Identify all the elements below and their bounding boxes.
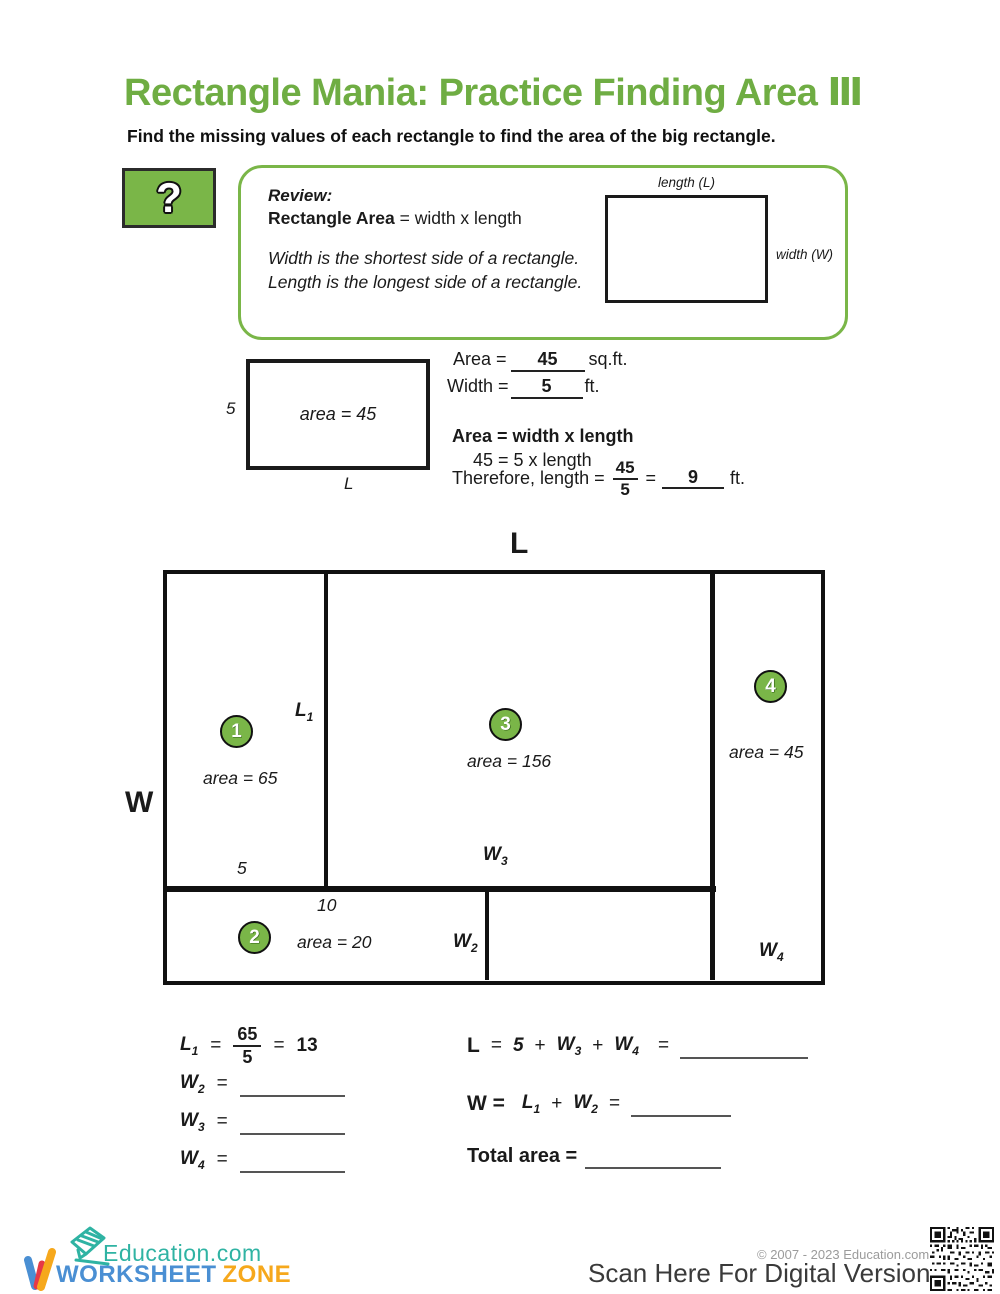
- divider-region3-region4: [710, 574, 715, 980]
- equation-w2: [180, 1066, 345, 1102]
- example-area-label: area = 45: [299, 404, 377, 424]
- review-note-length: Length is the longest side of a rectangle.: [268, 272, 583, 292]
- review-diagram-width-label: width (W): [776, 247, 833, 262]
- var-L1: $L_1$: [521, 1092, 541, 1116]
- help-box: [122, 168, 216, 228]
- review-formula-bold: Rectangle Area: [268, 208, 395, 228]
- width-prefix: Width =: [447, 376, 509, 396]
- var-L1: $L_1$: [180, 1034, 199, 1058]
- region-2-top-label: 10: [317, 895, 337, 915]
- l1-result: 13: [296, 1035, 318, 1056]
- equals-sign: =: [645, 468, 657, 489]
- W-answer-blank: [631, 1091, 731, 1117]
- equation-w4: [180, 1142, 345, 1178]
- fraction-45-5: $\frac{45}{5}$: [613, 458, 638, 499]
- total-area-label: Total area =: [467, 1144, 578, 1167]
- var-W2: $W_2$: [180, 1072, 205, 1096]
- equals-sign: =: [490, 1035, 502, 1056]
- plus-sign: +: [592, 1035, 604, 1056]
- equation-W: [467, 1086, 731, 1122]
- example-substitution-line: 45 = 5 x length: [473, 450, 592, 470]
- equals-sign: =: [216, 1149, 228, 1170]
- equation-L: [467, 1028, 808, 1064]
- region-4-area-label: area = 45: [729, 742, 804, 762]
- diagram-width-label: W: [125, 786, 154, 819]
- plus-sign: +: [551, 1093, 563, 1114]
- copyright-text: © 2007 - 2023 Education.com: [757, 1247, 930, 1262]
- term-5: 5: [512, 1035, 524, 1056]
- var-W: W =: [467, 1092, 505, 1115]
- length-answer-blank: 9: [662, 468, 724, 490]
- equals-sign: =: [216, 1073, 228, 1094]
- w4-answer-blank: [240, 1147, 345, 1173]
- review-formula-rest: = width x length: [394, 208, 522, 228]
- education-logo[interactable]: Education.com: [103, 1240, 262, 1266]
- region-3-badge: 3: [489, 708, 522, 741]
- review-diagram-rect: [605, 195, 768, 303]
- review-note-width: Width is the shortest side of a rectangle.: [268, 248, 580, 268]
- var-W4: $W_4$: [180, 1148, 205, 1172]
- scan-here-text: Scan Here For Digital Version: [588, 1258, 931, 1288]
- review-formula: [268, 208, 522, 229]
- region-1-side-label: 5: [237, 858, 247, 878]
- region-4-badge: 4: [754, 670, 787, 703]
- example-therefore-line: [452, 458, 745, 499]
- equation-l1: [180, 1022, 318, 1070]
- review-heading: Review:: [268, 186, 333, 205]
- region-2-var-label: $W_2$: [453, 931, 478, 955]
- example-formula-line: Area = width x length: [452, 426, 634, 446]
- equals-sign: =: [210, 1035, 222, 1056]
- area-prefix: Area =: [453, 349, 507, 369]
- region-4-var-label: $W_4$: [759, 940, 784, 964]
- w2-answer-blank: [240, 1071, 345, 1097]
- region-2-area-label: area = 20: [297, 932, 372, 952]
- fraction-65-5: $\frac{65}{5}$: [233, 1024, 261, 1067]
- example-width-label: 5: [226, 399, 236, 418]
- zone-logo-text: ZONE: [222, 1261, 292, 1288]
- region-1-var-label: $L_1$: [295, 700, 314, 724]
- divider-region1-region3: [324, 574, 328, 890]
- instruction-text: Find the missing values of each rectangle to find the area of the big rectangle.: [127, 126, 776, 146]
- equation-w3: [180, 1104, 345, 1140]
- example-area-line: [453, 349, 628, 372]
- var-W2: $W_2$: [573, 1092, 598, 1116]
- worksheetzone-logo[interactable]: [56, 1261, 291, 1289]
- example-width-line: [447, 376, 600, 399]
- page-title: Rectangle Mania: Practice Finding Area Ⅲ: [124, 72, 863, 114]
- equation-total-area: [467, 1138, 721, 1174]
- width-blank: 5: [511, 377, 583, 399]
- answer-unit: ft.: [730, 468, 746, 489]
- var-W3: $W_3$: [556, 1034, 582, 1058]
- divider-horizontal: [167, 886, 716, 892]
- region-1-area-label: area = 65: [203, 768, 278, 788]
- worksheet-logo-text: WORKSHEET: [56, 1261, 217, 1288]
- equals-sign: =: [608, 1093, 621, 1114]
- divider-region2: [485, 892, 489, 980]
- w3-answer-blank: [240, 1109, 345, 1135]
- region-3-var-label: $W_3$: [483, 844, 508, 868]
- qr-code: [930, 1226, 994, 1292]
- width-unit: ft.: [584, 376, 600, 396]
- review-diagram-length-label: length (L): [657, 175, 716, 190]
- area-blank: 45: [511, 350, 585, 372]
- example-length-label: L: [344, 474, 354, 493]
- L-answer-blank: [680, 1033, 808, 1059]
- question-mark-icon: ?: [156, 174, 182, 221]
- therefore-prefix: Therefore, length =: [452, 468, 605, 489]
- region-1-badge: 1: [220, 715, 253, 748]
- total-area-blank: [585, 1143, 721, 1169]
- equals-sign: =: [657, 1035, 670, 1056]
- equals-sign: =: [273, 1035, 285, 1056]
- region-3-area-label: area = 156: [467, 751, 552, 771]
- plus-sign: +: [534, 1035, 546, 1056]
- main-diagram: [163, 570, 825, 985]
- var-W3: $W_3$: [180, 1110, 205, 1134]
- equals-sign: =: [216, 1111, 228, 1132]
- region-2-badge: 2: [238, 921, 271, 954]
- var-W4: $W_4$: [614, 1034, 639, 1058]
- diagram-length-label: L: [510, 527, 529, 560]
- example-rect: [246, 359, 430, 470]
- var-L: L: [467, 1034, 480, 1057]
- area-unit: sq.ft.: [588, 349, 628, 369]
